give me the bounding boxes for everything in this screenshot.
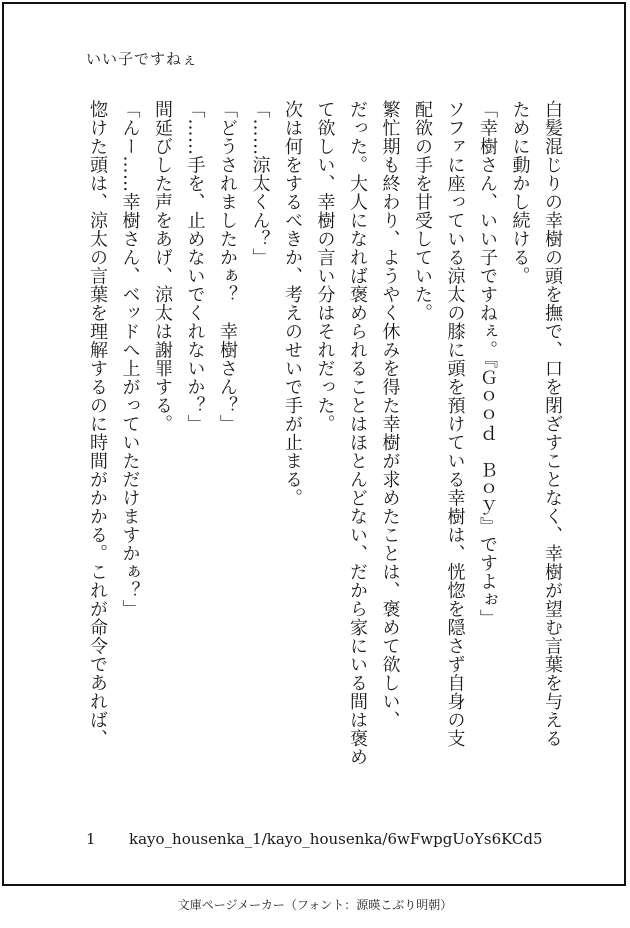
text-line: 配欲の手を甘受していた。: [412, 100, 433, 322]
page-number: 1: [86, 830, 96, 848]
text-line: ために動かし続ける。: [509, 100, 531, 285]
text-line: 「んー……幸樹さん、ベッドへ上がっていただけますかぁ？」: [119, 100, 141, 618]
text-line: 「……手を、止めないでくれないか？」: [184, 100, 206, 433]
text-line: 「……涼太くん？」: [249, 100, 271, 267]
text-line: 次は何をするべきか、考えのせいで手が止まる。: [282, 100, 303, 507]
text-line: 繁忙期も終わり、ようやく休みを得た幸樹が求めたことは、褒めて欲しい、: [379, 100, 401, 729]
footer-credit: 文庫ページメーカー（フォント：源暎こぶり明朝）: [177, 898, 453, 912]
page-frame: [2, 2, 626, 886]
text-line: 惚けた頭は、涼太の言葉を理解するのに時間がかかる。これが命令であれば、: [87, 100, 108, 748]
text-line: ソファに座っている涼太の膝に頭を預けている幸樹は、恍惚を隠さず自身の支: [444, 100, 466, 748]
text-line: 間延びした声をあげ、涼太は謝罪する。: [152, 100, 173, 433]
body-text: [81, 100, 569, 815]
running-title: いい子ですねぇ: [86, 50, 199, 68]
text-line: 白髪混じりの幸樹の頭を撫で、口を閉ざすことなく、幸樹が望む言葉を与える: [542, 100, 563, 748]
text-line: だった。大人になれば褒められることはほとんどない、だから家にいる間は褒め: [347, 100, 368, 766]
source-id: kayo_housenka_1/kayo_housenka/6wFwpgUoYs6KCd5: [129, 830, 543, 848]
text-line: て欲しい、幸樹の言い分はそれだった。: [314, 100, 336, 433]
text-line: 「幸樹さん、いい子ですねぇ。『Ｇｏｏｄ Ｂｏｙ』ですよぉ」: [477, 100, 498, 628]
text-line: 「どうされましたかぁ？ 幸樹さん？」: [217, 100, 238, 433]
